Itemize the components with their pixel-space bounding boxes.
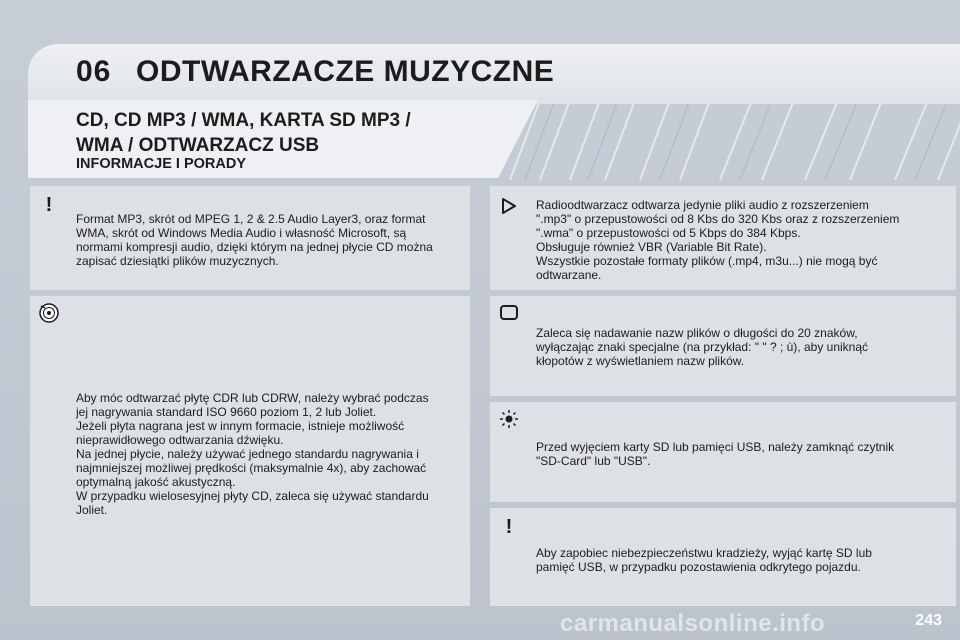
play-icon	[498, 195, 520, 217]
section-title-line1: CD, CD MP3 / WMA, KARTA SD MP3 /	[76, 110, 411, 131]
text-line: pamięć USB, w przypadku pozostawienia odkrytego pojazdu.	[536, 560, 861, 574]
watermark: carmanualsonline.info	[560, 610, 826, 637]
exclamation-icon: !	[505, 515, 513, 538]
text-line: jej nagrywania standard ISO 9660 poziom 1, 2 lub Joliet.	[76, 405, 377, 419]
text-line: WMA, skrót od Windows Media Audio i własność Microsoft, są	[76, 226, 407, 240]
text-line: Na jednej płycie, należy używać jednego standardu nagrywania i	[76, 447, 419, 461]
chapter-number: 06	[76, 55, 112, 88]
panel-text-remove-card	[536, 440, 951, 468]
text-line: Jeżeli płyta nagrana jest w innym formacie, istnieje możliwość	[76, 419, 405, 433]
text-line: Radioodtwarzacz odtwarza jedynie pliki audio z rozszerzeniem	[536, 198, 869, 212]
disc-icon	[38, 302, 60, 324]
section-title	[76, 108, 476, 158]
text-line: Obsługuje również VBR (Variable Bit Rate).	[536, 240, 767, 254]
text-line: optymalną jakość akustyczną.	[76, 475, 236, 489]
section-title-line2: WMA / ODTWARZACZ USB	[76, 135, 320, 156]
rounded-square-icon	[498, 302, 520, 324]
text-line: Zaleca się nadawanie nazw plików o długości do 20 znaków,	[536, 326, 858, 340]
panel-text-cd-recording	[76, 391, 466, 517]
text-line: Format MP3, skrót od MPEG 1, 2 & 2.5 Audio Layer3, oraz format	[76, 212, 426, 226]
text-line: wyłączając znaki specjalne (na przykład: " " ? ; ù), aby uniknąć	[536, 340, 869, 354]
text-line: W przypadku wielosesyjnej płyty CD, zaleca się używać standardu	[76, 489, 429, 503]
text-line: Joliet.	[76, 503, 108, 517]
text-line: ".wma" o przepustowości od 5 Kbps do 384 Kbps.	[536, 226, 801, 240]
text-line: Aby zapobiec niebezpieczeństwu kradzieży, wyjąć kartę SD lub	[536, 546, 872, 560]
page-number: 243	[915, 612, 942, 629]
text-line: najmniejszej możliwej prędkości (maksymalnie 4x), aby zachować	[76, 461, 427, 475]
text-line: Aby móc odtwarzać płytę CDR lub CDRW, należy wybrać podczas	[76, 391, 429, 405]
decorative-stripes	[470, 100, 960, 180]
text-line: ".mp3" o przepustowości od 8 Kbs do 320 Kbs oraz z rozszerzeniem	[536, 212, 900, 226]
text-line: normami kompresji audio, dzięki którym na jednej płycie CD można	[76, 240, 433, 254]
panel-text-mp3-format	[76, 212, 466, 268]
text-line: zapisać dziesiątki plików muzycznych.	[76, 254, 279, 268]
text-line: "SD-Card" lub "USB".	[536, 454, 651, 468]
text-line: odtwarzane.	[536, 268, 602, 282]
panel-text-theft-warning	[536, 546, 951, 574]
text-line: Przed wyjęciem karty SD lub pamięci USB, należy zamknąć czytnik	[536, 440, 895, 454]
text-line: kłopotów z wyświetlaniem nazw plików.	[536, 354, 745, 368]
text-line: Wszystkie pozostałe formaty plików (.mp4, m3u...) nie mogą być	[536, 254, 878, 268]
panel-text-file-names	[536, 326, 951, 368]
text-line: nieprawidłowego odtwarzania dźwięku.	[76, 433, 284, 447]
panel-text-audio-formats	[536, 198, 951, 282]
light-bulb-icon	[498, 408, 520, 430]
exclamation-icon: !	[45, 193, 53, 216]
tips-heading: INFORMACJE I PORADY	[76, 156, 246, 172]
chapter-title: ODTWARZACZE MUZYCZNE	[136, 55, 555, 88]
